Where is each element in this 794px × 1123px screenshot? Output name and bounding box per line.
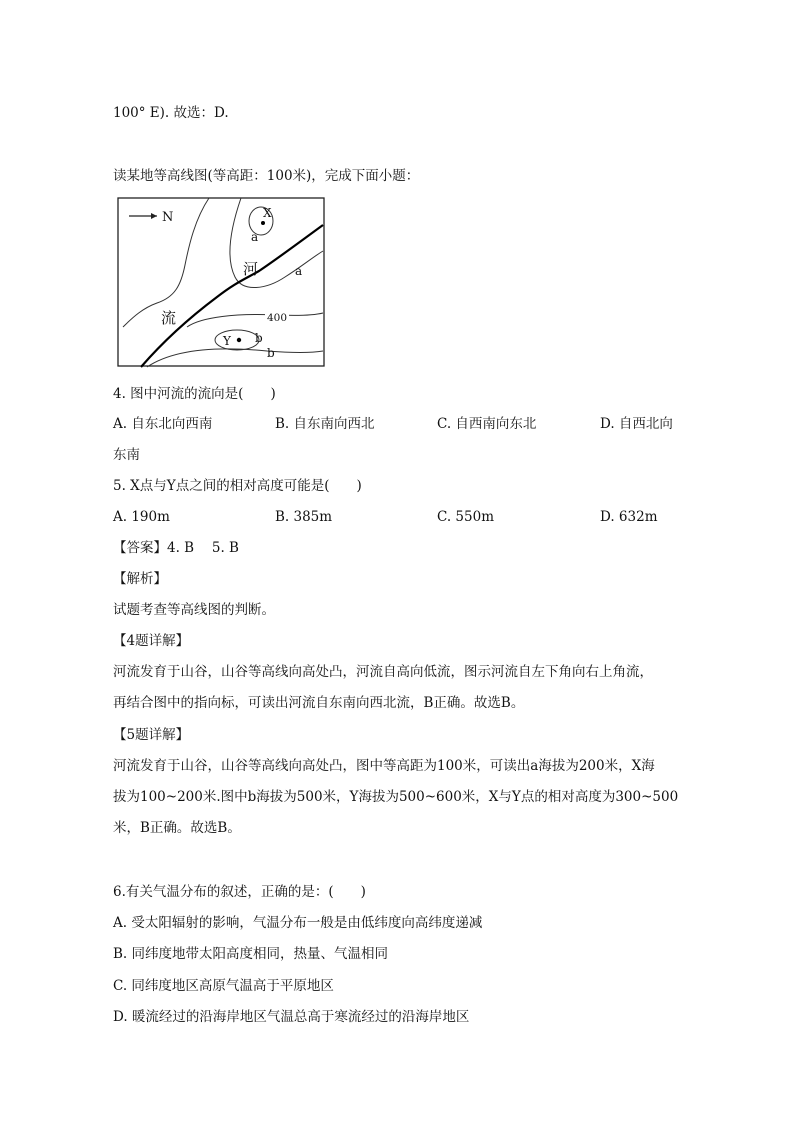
contour-label-b: b [267, 346, 275, 360]
contour-map [117, 197, 327, 373]
map-frame [118, 198, 324, 366]
north-arrow-head [151, 213, 157, 219]
q6-option-d: D. 暖流经过的沿海岸地区气温总高于寒流经过的沿海岸地区 [113, 1009, 470, 1025]
analysis-heading: 【解析】 [113, 571, 167, 587]
point-x-label: X [263, 206, 272, 220]
q6-option-c: C. 同纬度地区高原气温高于平原地区 [113, 978, 334, 994]
point-y-label: Y [223, 334, 231, 348]
river-label-char: 河 [243, 260, 259, 278]
q4-stem: 4. 图中河流的流向是( ) [113, 386, 276, 402]
contour-line-b [147, 349, 323, 367]
q6-option-b: B. 同纬度地带太阳高度相同，热量、气温相同 [113, 946, 389, 962]
intro-line: 100° E). 故选：D. [113, 105, 229, 121]
q5-option-c: C. 550m [437, 509, 494, 525]
point-y-marker [237, 338, 241, 342]
q6-stem: 6.有关气温分布的叙述，正确的是：( ) [113, 884, 366, 900]
q5-option-a: A. 190m [113, 509, 170, 525]
river-label-char: 流 [161, 309, 177, 327]
analysis-text: 试题考查等高线图的判断。 [113, 602, 275, 618]
answer-line: 【答案】4. B 5. B [113, 540, 239, 556]
point-x-marker [261, 221, 265, 225]
question-group-intro: 读某地等高线图(等高距：100米)，完成下面小题： [113, 168, 420, 184]
q4-option-d: D. 自西北向 [600, 416, 673, 432]
detail4-line: 河流发育于山谷，山谷等高线向高处凸，河流自高向低流，图示河流自左下角向右上角流， [113, 664, 653, 680]
detail5-line: 拔为100~200米.图中b海拔为500米，Y海拔为500~600米，X与Y点的相对高度为300~500 [113, 789, 679, 805]
q5-option-b: B. 385m [275, 509, 333, 525]
detail5-line: 河流发育于山谷，山谷等高线向高处凸，图中等高距为100米，可读出a海拔为200米，X海 [113, 758, 655, 774]
contour-label-a: a [251, 230, 259, 244]
detail5-line: 米，B正确。故选B。 [113, 820, 241, 836]
detail4-line: 再结合图中的指向标，可读出河流自东南向西北流，B正确。故选B。 [113, 695, 525, 711]
q4-option-b: B. 自东南向西北 [275, 416, 375, 432]
detail5-heading: 【5题详解】 [113, 727, 190, 743]
q4-option-d-wrap: 东南 [113, 447, 140, 463]
q5-option-d: D. 632m [600, 509, 658, 525]
q5-stem: 5. X点与Y点之间的相对高度可能是( ) [113, 478, 362, 494]
detail4-heading: 【4题详解】 [113, 633, 190, 649]
contour-label-b: b [255, 331, 263, 345]
contour-label-400: 400 [267, 312, 288, 324]
q4-option-a: A. 自东北向西南 [113, 416, 213, 432]
q4-option-c: C. 自西南向东北 [437, 416, 537, 432]
contour-line-400 [187, 313, 323, 327]
contour-label-a: a [295, 264, 303, 278]
north-label: N [162, 210, 174, 225]
river-line [141, 225, 323, 367]
q6-option-a: A. 受太阳辐射的影响，气温分布一般是由低纬度向高纬度递减 [113, 915, 483, 931]
